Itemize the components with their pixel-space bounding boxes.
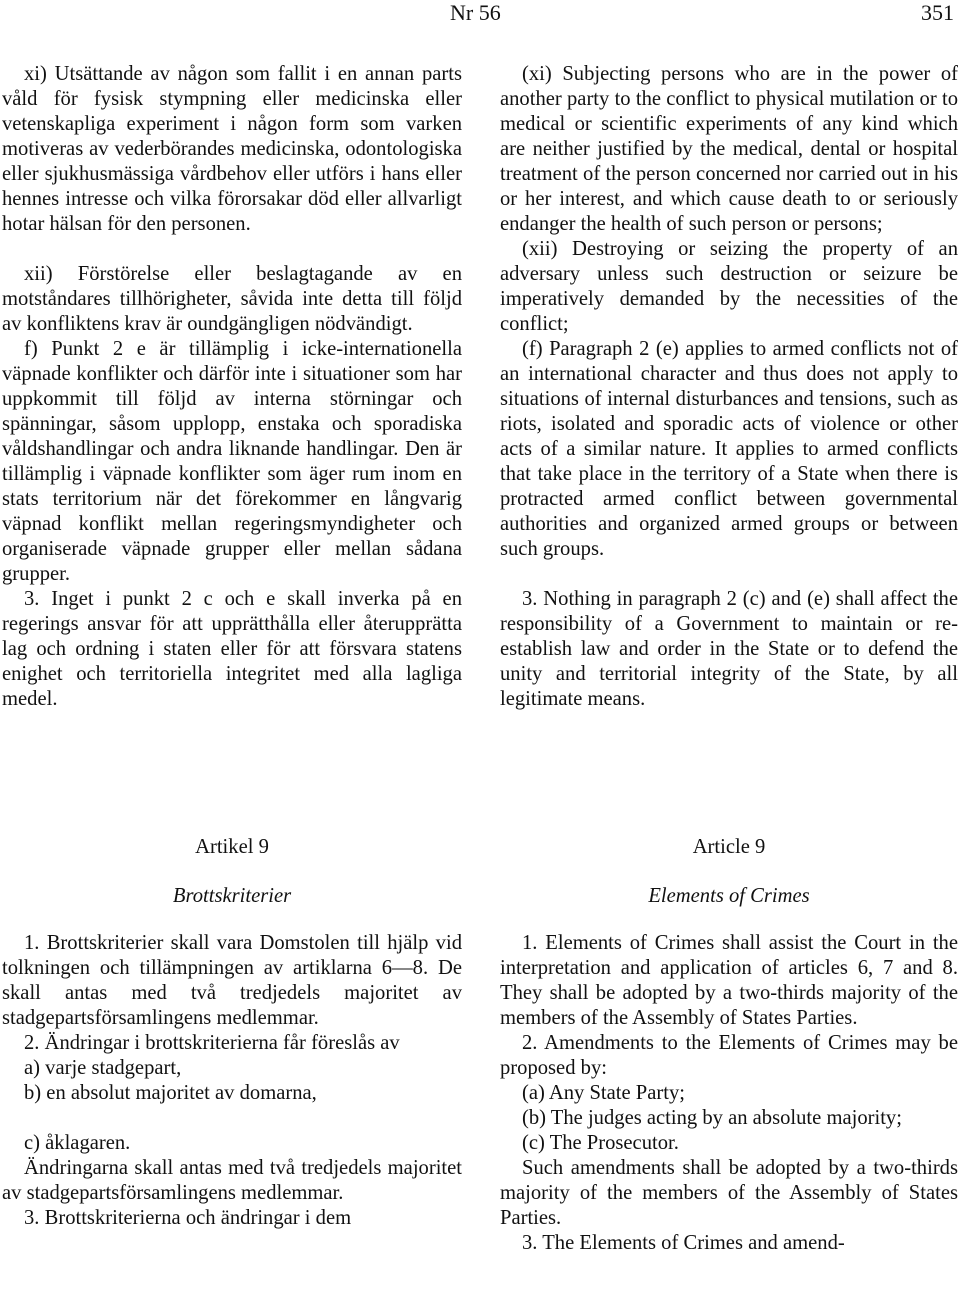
paragraph-sv-xii: xii) Förstörelse eller beslagtagande av en motståndares tillhörigheter, såvida inte detta till följd av konfliktens krav är oundgängligen nödvändigt.: [2, 263, 462, 335]
list-item-en-c: (c) The Prosecutor.: [522, 1132, 679, 1154]
article-subtitle-en: Elements of Crimes: [648, 885, 810, 907]
page-number: 351: [921, 0, 954, 25]
paragraph-en-art9-1: 1. Elements of Crimes shall assist the Court in the interpretation and application of articles 6, 7 and 8. They shall be adopted by a two-thirds majority of the members of the Assembly of States Parties.: [500, 932, 958, 1029]
list-item-en-b: (b) The judges acting by an absolute majority;: [522, 1107, 902, 1129]
list-item-en-a: (a) Any State Party;: [522, 1082, 685, 1104]
document-number: Nr 56: [450, 0, 501, 25]
paragraph-sv-art9-2: 2. Ändringar i brottskriterierna får föreslås av: [24, 1032, 400, 1054]
article-title-sv: Artikel 9: [195, 836, 269, 858]
english-column-upper: [500, 62, 958, 712]
paragraph-en-3: 3. Nothing in paragraph 2 (c) and (e) shall affect the responsibility of a Government to maintain or re-establish law and order in the State or to defend the unity and territorial integrity of the State, by all legitimate means.: [500, 588, 958, 710]
paragraph-en-xi: (xi) Subjecting persons who are in the power of another party to the conflict to physical mutilation or to medical or scientific experiments of any kind which are neither justified by the medical, dental or hospital treatment of the person concerned nor carried out in his or her interest, and which cause death to or seriously endanger the health of such person or persons;: [500, 63, 958, 235]
swedish-column-lower: [2, 931, 462, 1231]
article-subtitle-sv: Brottskriterier: [172, 885, 292, 907]
paragraph-sv-art9-3: 3. Brottskriterierna och ändringar i dem: [24, 1207, 352, 1229]
paragraph-sv-art9-1: 1. Brottskriterier skall vara Domstolen till hjälp vid tolkningen och tillämpningen av artiklarna 6—8. De skall antas med två tredjedels majoritet av stadgepartsförsamlingens medlemmar.: [2, 932, 462, 1029]
paragraph-sv-amendments: Ändringarna skall antas med två tredjedels majoritet av stadgepartsförsamlingens medlemmar.: [2, 1157, 462, 1204]
list-item-sv-b: b) en absolut majoritet av domarna,: [24, 1082, 317, 1104]
paragraph-sv-xi: xi) Utsättande av någon som fallit i en annan parts våld för fysisk stympning eller medicinska eller vetenskapliga experiment i någon form som varken motiveras av vederbörandes medicinska, odontologiska eller sjukhusmässiga vårdbehov eller utförs i hans eller hennes intresse och vilka förorsakar död eller allvarligt hotar hälsan för den personen.: [2, 63, 462, 235]
paragraph-en-art9-3: 3. The Elements of Crimes and amend-: [522, 1232, 845, 1254]
paragraph-en-amendments: Such amendments shall be adopted by a two-thirds majority of the members of the Assembly of States Parties.: [500, 1157, 958, 1229]
paragraph-en-xii: (xii) Destroying or seizing the property of an adversary unless such destruction or seizure be imperatively demanded by the necessities of the conflict;: [500, 238, 958, 335]
swedish-column-upper: [2, 62, 462, 712]
paragraph-sv-3: 3. Inget i punkt 2 c och e skall inverka på en regerings ansvar för att upprätthålla eller återupprätta lag och ordning i staten eller för att försvara statens enighet och territoriella integritet med alla lagliga medel.: [2, 588, 462, 710]
list-item-sv-a: a) varje stadgepart,: [24, 1057, 182, 1079]
paragraph-en-art9-2: 2. Amendments to the Elements of Crimes may be proposed by:: [500, 1032, 958, 1079]
list-item-sv-c: c) åklagaren.: [24, 1132, 131, 1154]
paragraph-en-f: (f) Paragraph 2 (e) applies to armed conflicts not of an international character and thus does not apply to situations of internal disturbances and tensions, such as riots, isolated and sporadic acts of violence or other acts of a similar nature. It applies to armed conflicts that take place in the territory of a State when there is protracted armed conflict between governmental authorities and organized armed groups or between such groups.: [500, 338, 958, 560]
article-title-en: Article 9: [692, 836, 766, 858]
english-column-lower: [500, 931, 958, 1256]
paragraph-sv-f: f) Punkt 2 e är tillämplig i icke-internationella väpnade konflikter och därför inte i situationer som har uppkommit till följd av interna störningar och spänningar, såsom upplopp, enstaka och sporadiska våldshandlingar och andra liknande handlingar. Den är tillämplig i väpnade konflikter som äger rum inom en stats territorium när det förekommer en långvarig väpnad konflikt mellan regeringsmyndigheter och organiserade väpnade grupper eller mellan sådana grupper.: [2, 338, 462, 585]
